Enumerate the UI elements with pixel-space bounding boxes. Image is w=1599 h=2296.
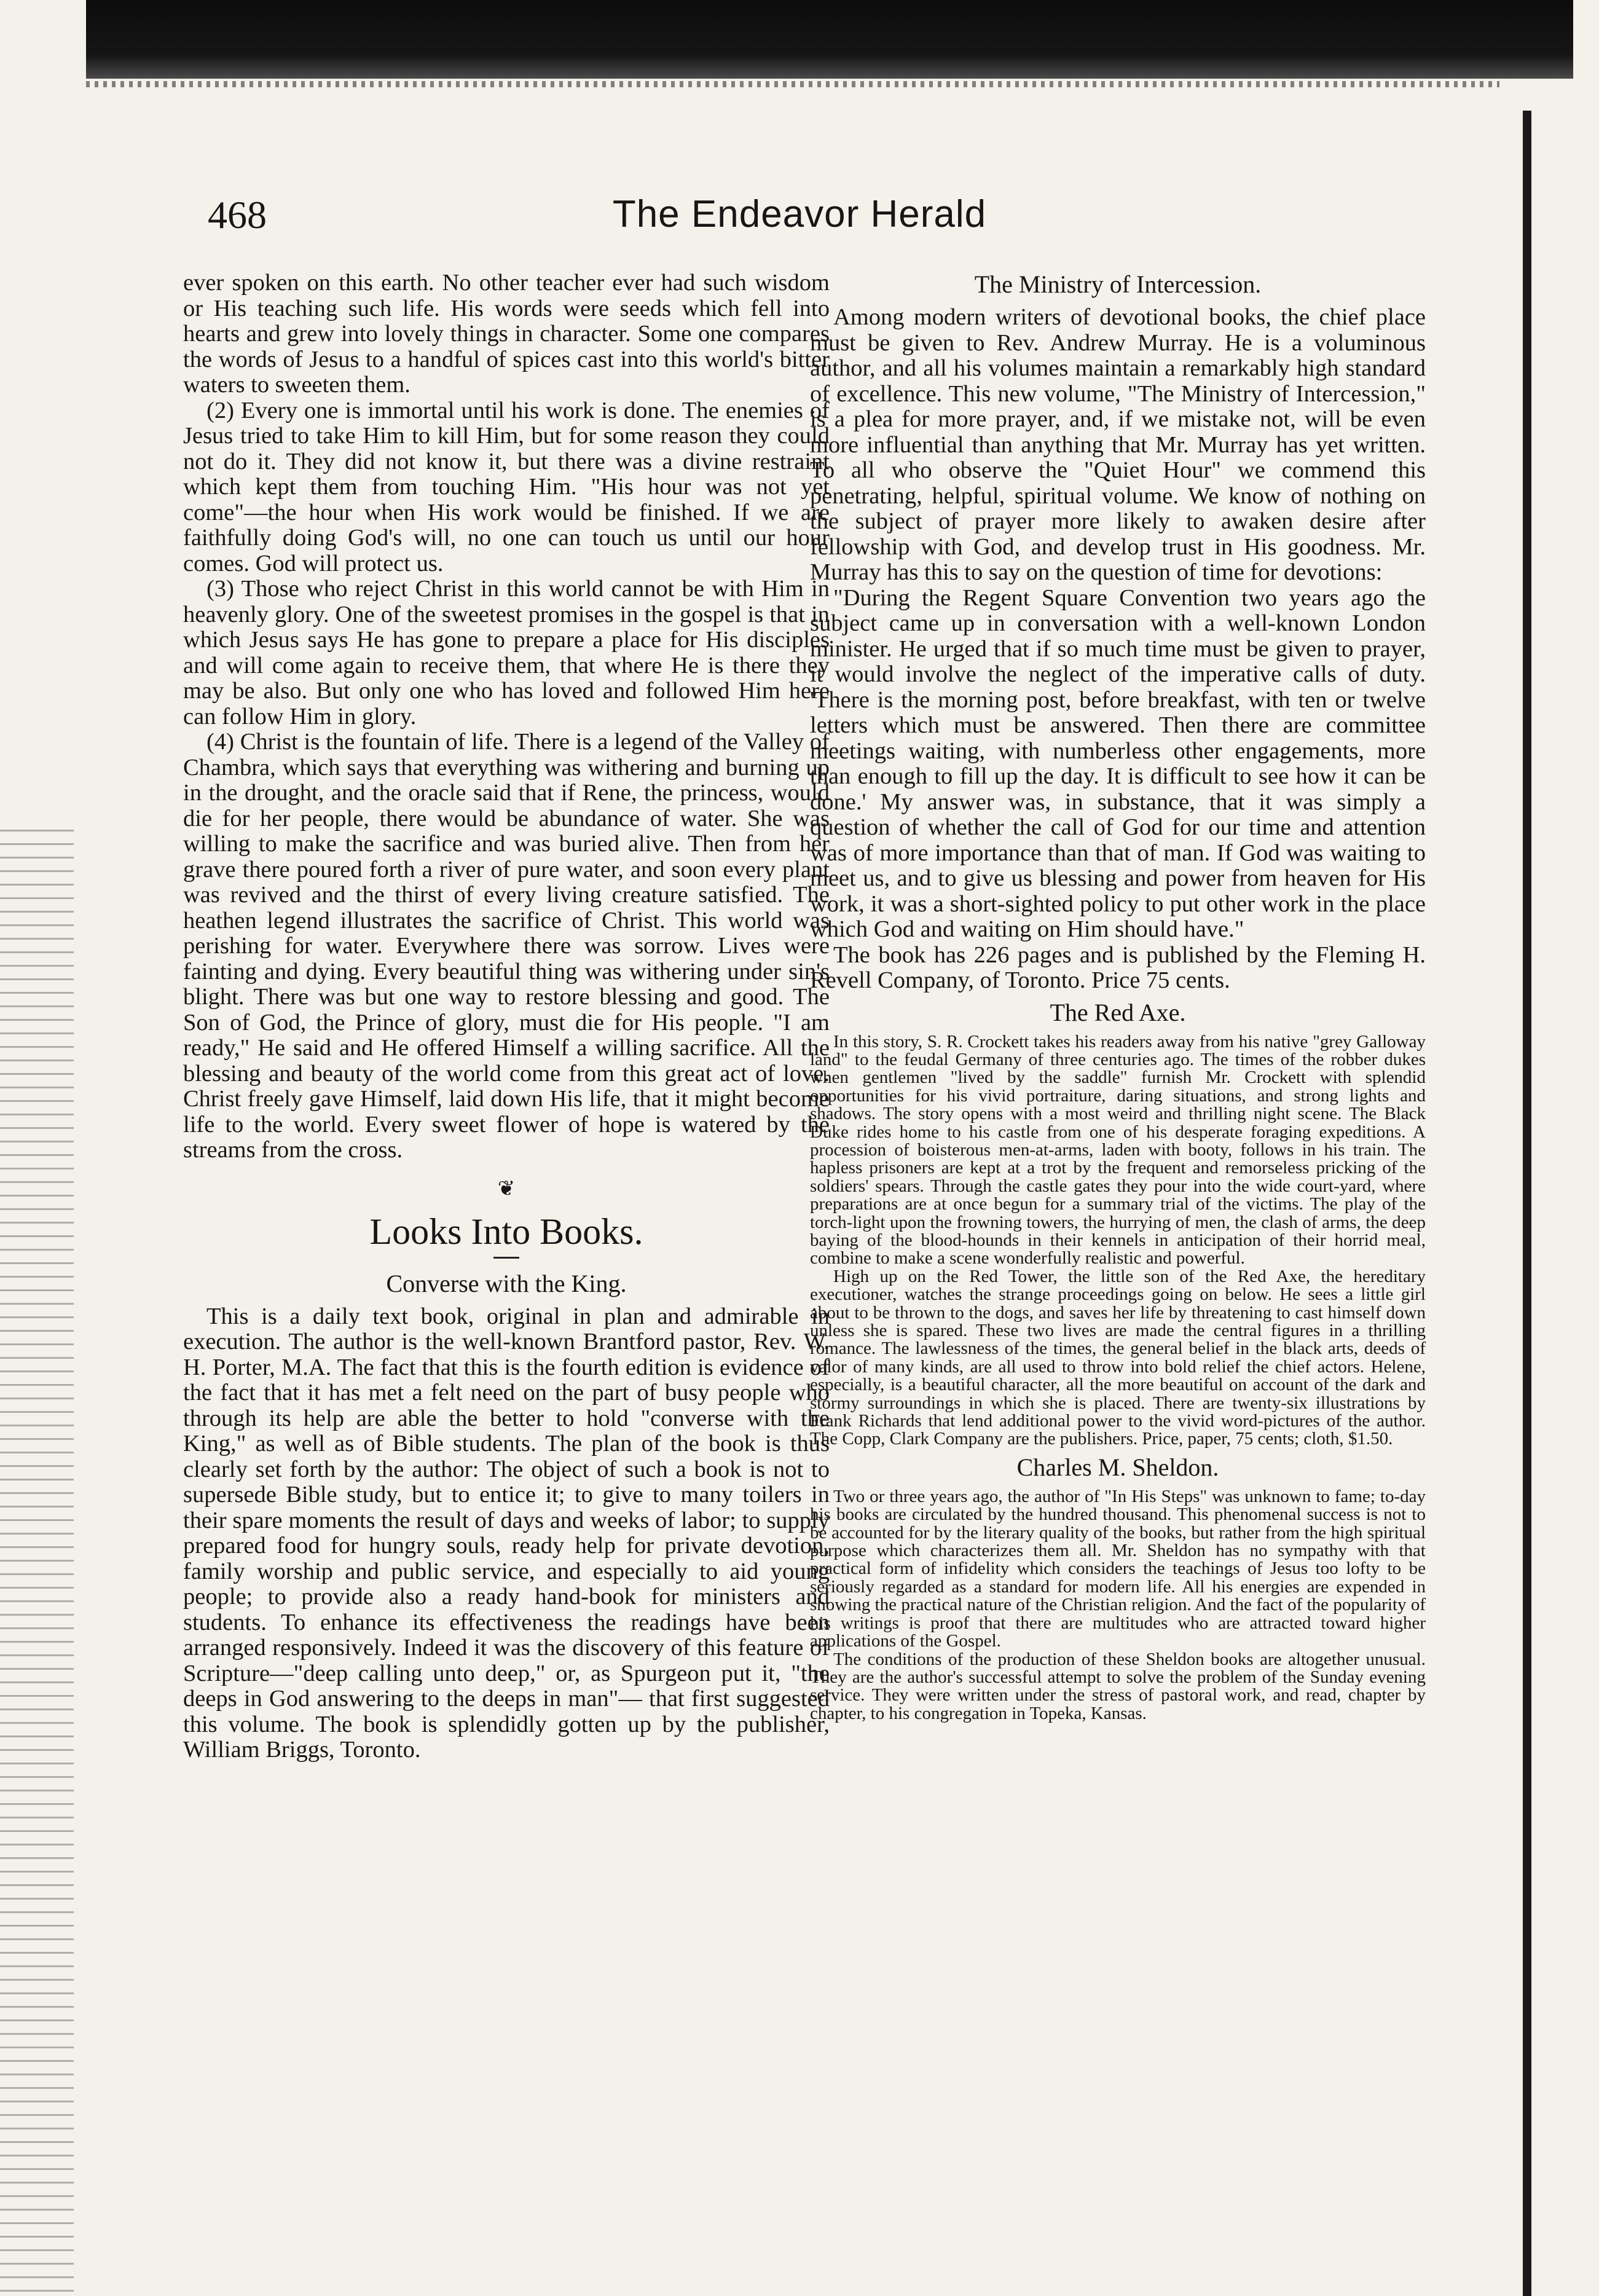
- ornament-icon: ❦: [497, 1177, 516, 1200]
- right-column: [810, 270, 1426, 1723]
- body-paragraph: (4) Christ is the fountain of life. There is a legend of the Valley of Chambra, which says that everything was withering and burning up in the drought, and the oracle said that if Rene, the princess, would die for her people, there would be abundance of water. She was willing to make the sacrifice and was buried alive. Then from her grave there poured forth a river of pure water, and soon every plant was revived and the thirst of every living creature satisfied. The heathen legend illustrates the sacrifice of Christ. This world was perishing for water. Everywhere there was sorrow. Lives were fainting and dying. Every beautiful thing was withering under sin's blight. There was but one way to restore blessing and good. The Son of God, the Prince of glory, must die for His people. "I am ready," He said and He offered Himself a willing sacrifice. All the blessing and beauty of the world come from this great act of love. Christ freely gave Himself, laid down His life, that it might become life to the world. Every sweet flower of hope is watered by the streams from the cross.: [183, 729, 830, 1163]
- review-paragraph: High up on the Red Tower, the little son of the Red Axe, the hereditary executioner, watches the strange proceedings going on below. He sees a little girl about to be thrown to the dogs, and saves her life by threatening to cast himself down unless she is spared. These two lives are made the central figures in a thrilling romance. The lawlessness of the times, the general belief in the black arts, deeds of valor of many kinds, are all used to throw into bold relief the chief actors. Helene, especially, is a beautiful character, all the more beautiful on account of the dark and stormy surroundings in which she is placed. There are twenty-six illustrations by Frank Richards that lend additional power to the vivid word-pictures of the author. The Copp, Clark Company are the publishers. Price, paper, 75 cents; cloth, $1.50.: [810, 1266, 1426, 1449]
- scan-top-rule: [86, 81, 1499, 87]
- body-paragraph: ever spoken on this earth. No other teacher ever had such wisdom or His teaching such life. His words were seeds which fell into hearts and grew into lovely things in character. Some one compares the words of Jesus to a handful of spices cast into this world's bitter waters to sweeten them.: [183, 270, 830, 398]
- review-paragraph: This is a daily text book, original in plan and admirable in execution. The author is the well-known Brantford pastor, Rev. W. H. Porter, M.A. The fact that this is the fourth edition is evidence of the fact that it has met a felt need on the part of busy people who through its help are able the better to hold "converse with the King," as well as of Bible students. The plan of the book is thus clearly set forth by the author: The object of such a book is not to supersede Bible study, but to entice it; to give to many toilers in their spare moments the result of days and weeks of labor; to supply prepared food for hungry souls, ready help for private devotion, family worship and public service, and especially to aid young people; to provide also a ready hand-book for ministers and students. To enhance its effectiveness the readings have been arranged responsively. Indeed it was the discovery of this feature of Scripture—"deep calling unto deep," or, as Spurgeon put it, "the deeps in God answering to the deeps in man"— that first suggested this volume. The book is splendidly gotten up by the publisher, William Briggs, Toronto.: [183, 1303, 830, 1763]
- left-column: [183, 270, 830, 1763]
- body-paragraph: (2) Every one is immortal until his work is done. The enemies of Jesus tried to take Him to kill Him, but for some reason they could not do it. They did not know it, but there was a divine restraint which kept them from touching Him. "His hour was not yet come"—the hour when His work would be finished. If we are faithfully doing God's will, no one can touch us until our hour comes. God will protect us.: [183, 397, 830, 576]
- review-paragraph: In this story, S. R. Crockett takes his readers away from his native "grey Galloway land" to the feudal Germany of three centuries ago. The times of the robber dukes when gentlemen "lived by the saddle" furnish Mr. Crockett with splendid opportunities for his vivid portraiture, daring situations, and strong lights and shadows. The story opens with a most weird and thrilling night scene. The Black Duke rides home to his castle from one of his desperate foraging expeditions. A procession of boisterous men-at-arms, laden with booty, follows in his train. The hapless prisoners are kept at a trot by the frequent and remorseless pricking of the soldiers' spears. Through the castle gates they pour into the wide court-yard, where preparations are at once begun for a summary trial of the victims. The play of the torch-light upon the frowning towers, the hurrying of men, the clash of arms, the deep baying of the blood-hounds in their kennels in anticipation of their horrid meal, combine to make a scene wonderfully realistic and powerful.: [810, 1031, 1426, 1268]
- review-heading-converse: Converse with the King.: [386, 1269, 627, 1297]
- page-number: 468: [208, 193, 267, 237]
- review-heading-red-axe: The Red Axe.: [1050, 998, 1186, 1026]
- body-paragraph: (3) Those who reject Christ in this world cannot be with Him in heavenly glory. One of the sweetest promises in the gospel is that in which Jesus says He has gone to prepare a place for His disciples and will come again to receive them, that where He is there they may be also. But only one who has loved and followed Him here can follow Him in glory.: [183, 576, 830, 729]
- scan-top-band: [86, 0, 1573, 79]
- short-rule: [493, 1257, 519, 1259]
- review-paragraph: The conditions of the production of these Sheldon books are altogether unusual. They are the author's successful attempt to solve the problem of the Sunday evening service. They were written under the stress of pastoral work, and read, chapter by chapter, to his congregation in Topeka, Kansas.: [810, 1649, 1426, 1723]
- scan-left-edge: [0, 830, 74, 2296]
- review-heading-intercession: The Ministry of Intercession.: [974, 270, 1262, 298]
- review-paragraph: Among modern writers of devotional books, the chief place must be given to Rev. Andrew Murray. He is a voluminous author, and all his volumes maintain a remarkably high standard of excellence. This new volume, "The Ministry of Intercession," is a plea for more prayer, and, if we mistake not, will be even more influential than anything that Mr. Murray has yet written. To all who observe the "Quiet Hour" we commend this penetrating, helpful, spiritual volume. We know of nothing on the subject of prayer more likely to awaken desire after fellowship with God, and develop trust in His goodness. Mr. Murray has this to say on the question of time for devotions:: [810, 304, 1426, 585]
- review-heading-sheldon: Charles M. Sheldon.: [1016, 1453, 1219, 1481]
- section-title: Looks Into Books.: [369, 1211, 643, 1252]
- running-title: The Endeavor Herald: [612, 193, 987, 235]
- quote-paragraph: "During the Regent Square Convention two years ago the subject came up in conversation with a well-known London minister. He urged that if so much time must be given to prayer, it would involve the neglect of the imperative calls of duty. 'There is the morning post, before breakfast, with ten or twelve letters which must be answered. Then there are committee meetings waiting, with numberless other engagements, more than enough to fill up the day. It is difficult to see how it can be done.' My answer was, in substance, that it was simply a question of whether the call of God for our time and attention was of more importance than that of man. If God was waiting to meet us, and to give us blessing and power from heaven for His work, it was a short-sighted policy to put other work in the place which God and waiting on Him should have.": [810, 584, 1426, 942]
- scan-right-edge: [1523, 111, 1531, 2296]
- review-paragraph: The book has 226 pages and is published by the Fleming H. Revell Company, of Toronto. Price 75 cents.: [810, 942, 1426, 993]
- review-paragraph: Two or three years ago, the author of "In His Steps" was unknown to fame; to-day his books are circulated by the hundred thousand. This phenomenal success is not to be accounted for by the literary quality of the books, but rather from the high spiritual purpose which characterizes them all. Mr. Sheldon has no sympathy with that practical form of infidelity which considers the teachings of Jesus too lofty to be seriously regarded as a standard for modern life. All his energies are expended in showing the practical nature of the Christian religion. And the fact of the popularity of his writings is proof that there are multitudes who are attracted toward higher applications of the Gospel.: [810, 1486, 1426, 1651]
